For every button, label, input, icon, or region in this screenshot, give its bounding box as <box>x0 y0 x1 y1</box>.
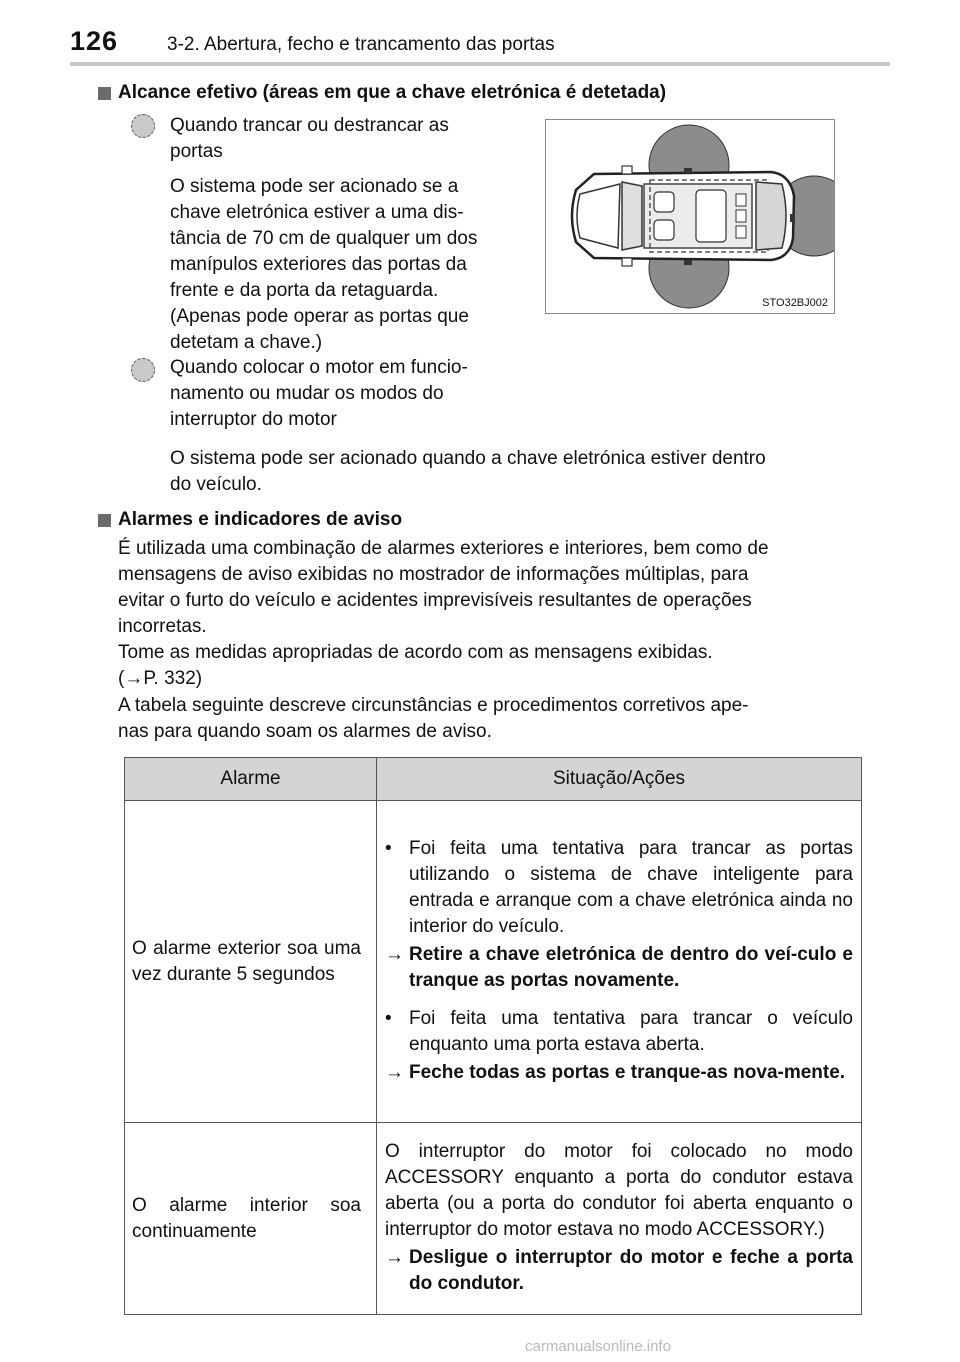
item2-title <box>170 355 518 433</box>
header-rule <box>70 62 890 66</box>
car-top-view-illustration <box>546 120 835 314</box>
table-row <box>125 1123 862 1315</box>
paragraph-line: Tome as medidas apropriadas de acordo com as mensagens exibidas. <box>118 642 713 663</box>
item1-body-line: chave eletrónica estiver a uma dis- <box>170 202 464 223</box>
chapter-title: 3-2. Abertura, fecho e trancamento das portas <box>167 34 555 55</box>
step-bullet-icon <box>131 358 155 382</box>
item1-body-line: tância de 70 cm de qualquer um dos <box>170 228 478 249</box>
action-item <box>385 1245 853 1297</box>
item1-body <box>170 174 518 356</box>
paragraph-line: mensagens de aviso exibidas no mostrador de informações múltiplas, para <box>118 564 749 585</box>
door-handle-icon <box>684 168 692 173</box>
item2-body-line: do veículo. <box>170 474 262 495</box>
item2-body <box>170 446 860 498</box>
car-rear-window <box>756 182 786 250</box>
watermark: carmanualsonline.info <box>525 1338 671 1355</box>
paragraph-line: A tabela seguinte descreve circunstâncias e procedimentos corretivos ape- <box>118 695 749 716</box>
alarm-cell: O alarme exterior soa uma vez durante 5 segundos <box>125 801 377 1123</box>
car-windshield <box>622 182 642 250</box>
table-row <box>125 801 862 1123</box>
arrow-icon: → <box>385 1246 404 1268</box>
key-detection-range-figure <box>545 119 835 314</box>
action-item <box>385 942 853 994</box>
figure-code: STO32BJ002 <box>762 297 828 309</box>
rear-seat-icon <box>696 190 726 242</box>
item1-body-line: frente e da porta da retaguarda. <box>170 280 439 301</box>
arrow-icon: → <box>385 943 404 965</box>
situation-text: Foi feita uma tentativa para trancar o veículo enquanto uma porta estava aberta. <box>409 1007 853 1055</box>
paragraph-line: nas para quando soam os alarmes de aviso. <box>118 721 492 742</box>
situation-item <box>385 836 853 940</box>
item2-title-line: interruptor do motor <box>170 409 337 430</box>
column-header-alarm: Alarme <box>125 758 377 801</box>
item1-body-line: (Apenas pode operar as portas que <box>170 306 469 327</box>
spacer <box>385 996 853 1006</box>
front-seat-icon <box>654 220 674 240</box>
item1-title-line: portas <box>170 141 223 162</box>
situation-item <box>385 1006 853 1058</box>
situation-text: O interruptor do motor foi colocado no modo ACCESSORY enquanto a porta do condutor estava aberta (ou a porta do condutor foi aberta enquanto o interruptor do motor estava no modo ACCESSORY.) <box>385 1140 853 1240</box>
seat-icon <box>736 226 746 238</box>
situation-text: Foi feita uma tentativa para trancar as portas utilizando o sistema de chave inteligente para entrada e arranque com a chave eletrónica ainda no interior do veículo. <box>409 837 853 937</box>
paragraph-line: incorretas. <box>118 616 207 637</box>
item1-title <box>170 113 518 165</box>
bullet-symbol: • <box>385 1007 392 1029</box>
item2-title-line: Quando colocar o motor em funcio- <box>170 357 468 378</box>
item1-body-line: O sistema pode ser acionado se a <box>170 176 459 197</box>
alarms-intro-paragraph <box>118 536 858 692</box>
front-seat-icon <box>654 192 674 212</box>
item1-body-line: detetam a chave.) <box>170 332 323 353</box>
page-reference[interactable]: (→P. 332) <box>118 668 203 689</box>
action-text: Feche todas as portas e tranque-as nova-mente. <box>409 1061 846 1083</box>
item1-body-line: manípulos exteriores das portas da <box>170 254 467 275</box>
situation-item <box>385 1139 853 1243</box>
alarm-cell: O alarme interior soa continuamente <box>125 1123 377 1315</box>
table-intro-paragraph <box>118 693 858 745</box>
car-hood <box>577 184 620 248</box>
action-item <box>385 1060 853 1086</box>
column-header-situation: Situação/Ações <box>377 758 862 801</box>
seat-icon <box>736 194 746 206</box>
item1-title-line: Quando trancar ou destrancar as <box>170 115 449 136</box>
arrow-icon: → <box>385 1061 404 1083</box>
square-bullet-icon <box>98 87 111 100</box>
situation-cell <box>377 1123 862 1315</box>
alarm-table <box>124 757 862 1315</box>
step-bullet-icon <box>131 114 155 138</box>
item2-title-line: namento ou mudar os modos do <box>170 383 444 404</box>
section-heading-effective-range <box>98 82 666 104</box>
paragraph-line: É utilizada uma combinação de alarmes exteriores e interiores, bem como de <box>118 538 769 559</box>
page-number: 126 <box>70 26 119 56</box>
action-text: Desligue o interruptor do motor e feche a porta do condutor. <box>409 1246 853 1294</box>
section-heading-text: Alarmes e indicadores de aviso <box>118 509 403 530</box>
section-heading-alarms <box>98 509 402 531</box>
side-mirror-icon <box>622 258 632 266</box>
paragraph-line: evitar o furto do veículo e acidentes imprevisíveis resultantes de operações <box>118 590 752 611</box>
table-header-row <box>125 758 862 801</box>
door-handle-icon <box>684 260 692 265</box>
side-mirror-icon <box>622 166 632 174</box>
section-heading-text: Alcance efetivo (áreas em que a chave eletrónica é detetada) <box>118 82 667 103</box>
action-text: Retire a chave eletrónica de dentro do veí-culo e tranque as portas novamente. <box>409 943 853 991</box>
item2-body-line: O sistema pode ser acionado quando a chave eletrónica estiver dentro <box>170 448 766 469</box>
bullet-symbol: • <box>385 837 392 859</box>
situation-cell <box>377 801 862 1123</box>
square-bullet-icon <box>98 514 111 527</box>
door-handle-icon <box>790 214 795 222</box>
seat-icon <box>736 210 746 222</box>
